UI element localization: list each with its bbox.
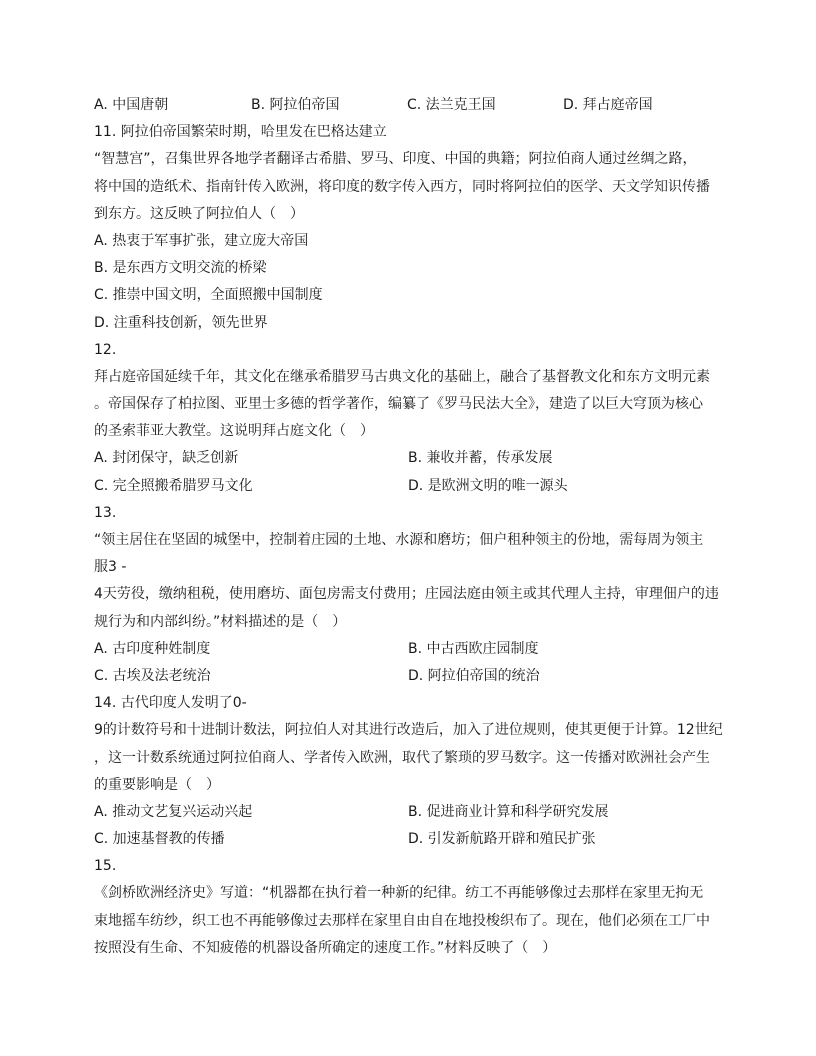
q11-option-d[interactable]: D. 注重科技创新，领先世界 — [94, 314, 268, 331]
q14-option-d[interactable]: D. 引发新航路开辟和殖民扩张 — [408, 831, 596, 848]
q12-stem-line: 的圣索菲亚大教堂。这说明拜占庭文化（ ） — [94, 423, 374, 440]
q13-stem-line: “领主居住在坚固的城堡中，控制着庄园的土地、水源和磨坊；佃户租种领主的份地，需每周为领主 — [94, 532, 704, 548]
q13-number: 13. — [94, 504, 117, 521]
q10-options — [94, 92, 724, 119]
q15-number: 15. — [94, 858, 117, 875]
q11-stem-line: 到东方。这反映了阿拉伯人（ ） — [94, 205, 304, 222]
q12-stem-line: 拜占庭帝国延续千年，其文化在继承希腊罗马古典文化的基础上，融合了基督教文化和东方文明元素 — [94, 368, 710, 385]
question-15 — [94, 853, 724, 962]
q11-stem-line: 11. 阿拉伯帝国繁荣时期，哈里发在巴格达建立 — [94, 124, 387, 141]
q11-stem-line: 将中国的造纸术、指南针传入欧洲，将印度的数字传入西方，同时将阿拉伯的医学、天文学知识传播 — [94, 178, 710, 195]
q13-stem-line: 4天劳役，缴纳租税，使用磨坊、面包房需支付费用；庄园法庭由领主或其代理人主持，审理佃户的违 — [94, 586, 719, 603]
q14-option-c[interactable]: C. 加速基督教的传播 — [94, 831, 225, 848]
q12-options-row — [94, 473, 724, 500]
q12-option-a[interactable]: A. 封闭保守，缺乏创新 — [94, 450, 239, 467]
q13-option-a[interactable]: A. 古印度种姓制度 — [94, 640, 211, 657]
q11-stem-line: “智慧宫”，召集世界各地学者翻译古希腊、罗马、印度、中国的典籍；阿拉伯商人通过丝绸之路， — [94, 151, 697, 168]
q11-option-b[interactable]: B. 是东西方文明交流的桥梁 — [94, 260, 267, 277]
question-11 — [94, 119, 724, 337]
q10-option-d[interactable]: D. 拜占庭帝国 — [563, 97, 653, 113]
q13-options-row — [94, 636, 724, 663]
q14-options-row — [94, 826, 724, 853]
q12-option-b[interactable]: B. 兼收并蓄，传承发展 — [408, 450, 553, 467]
q15-stem-line: 束地摇车纺纱，织工也不再能够像过去那样在家里自由自在地投梭织布了。现在，他们必须在工厂中 — [94, 912, 710, 929]
q12-option-c[interactable]: C. 完全照搬希腊罗马文化 — [94, 477, 253, 494]
q13-stem-line: 规行为和内部纠纷。”材料描述的是（ ） — [94, 613, 347, 630]
q12-number: 12. — [94, 341, 117, 358]
q11-option-c[interactable]: C. 推崇中国文明，全面照搬中国制度 — [94, 287, 323, 304]
document-page — [94, 92, 724, 962]
q13-option-b[interactable]: B. 中古西欧庄园制度 — [408, 640, 539, 657]
question-12 — [94, 337, 724, 500]
q12-option-d[interactable]: D. 是欧洲文明的唯一源头 — [408, 477, 568, 494]
q14-stem-line: 9的计数符号和十进制计数法，阿拉伯人对其进行改造后，加入了进位规则，使其更便于计算。12世纪 — [94, 722, 723, 739]
q11-option-a[interactable]: A. 热衷于军事扩张，建立庞大帝国 — [94, 232, 309, 249]
q14-stem-line: 的重要影响是（ ） — [94, 776, 220, 793]
q14-stem-line: ，这一计数系统通过阿拉伯商人、学者传入欧洲，取代了繁琐的罗马数字。这一传播对欧洲社会产生 — [94, 749, 710, 766]
question-14 — [94, 690, 724, 853]
q14-option-a[interactable]: A. 推动文艺复兴运动兴起 — [94, 803, 253, 820]
q10-option-b[interactable]: B. 阿拉伯帝国 — [251, 97, 340, 113]
q12-options-row — [94, 445, 724, 472]
q12-stem-line: 。帝国保存了柏拉图、亚里士多德的哲学著作，编纂了《罗马民法大全》，建造了以巨大穹顶为核心 — [94, 396, 703, 413]
q10-option-a[interactable]: A. 中国唐朝 — [94, 97, 169, 113]
q10-option-c[interactable]: C. 法兰克王国 — [407, 97, 496, 113]
question-13 — [94, 500, 724, 690]
q14-option-b[interactable]: B. 促进商业计算和科学研究发展 — [408, 803, 609, 820]
q13-options-row — [94, 663, 724, 690]
q15-stem-line: 按照没有生命、不知疲倦的机器设备所确定的速度工作。”材料反映了（ ） — [94, 939, 557, 956]
q13-stem-line: 服3 - — [94, 559, 127, 576]
q13-option-c[interactable]: C. 古埃及法老统治 — [94, 667, 211, 684]
q14-options-row — [94, 799, 724, 826]
q13-option-d[interactable]: D. 阿拉伯帝国的统治 — [408, 667, 540, 684]
q15-stem-line: 《剑桥欧洲经济史》写道：“机器都在执行着一种新的纪律。纺工不再能够像过去那样在家里无拘无 — [94, 885, 704, 902]
q14-stem-line: 14. 古代印度人发明了0- — [94, 695, 247, 712]
